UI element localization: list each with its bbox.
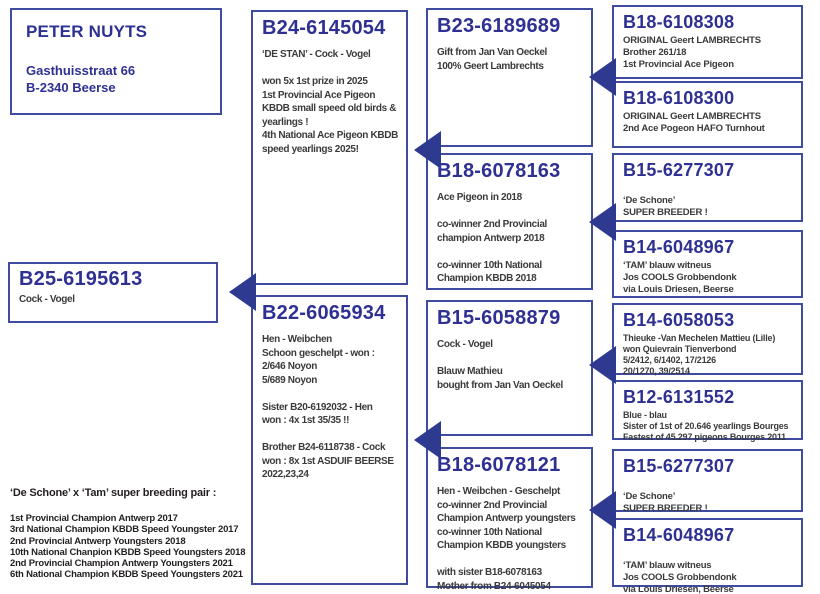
text-line: 5/2412, 6/1402, 17/2126 bbox=[623, 354, 716, 365]
text-line: Cock - Vogel bbox=[437, 339, 493, 350]
text-line: Hen - Weibchen bbox=[262, 334, 332, 345]
text-line: Brother 261/18 bbox=[623, 46, 687, 58]
ring-number: B18-6078121 bbox=[437, 454, 561, 476]
text-line: Sister of 1st of 20.646 yearlings Bourges bbox=[623, 420, 789, 431]
pedigree-box-subject-b25-6195613 bbox=[8, 262, 218, 323]
owner-address-city: B-2340 Beerse bbox=[26, 80, 116, 95]
box-details bbox=[623, 260, 797, 296]
arrow-parents-to-subject-icon bbox=[229, 273, 256, 311]
text-line: SUPER BREEDER ! bbox=[623, 206, 708, 218]
arrow-ggparents-to-b18-6078163-icon bbox=[589, 203, 616, 241]
text-line: co-winner 10th National bbox=[437, 259, 542, 271]
box-details bbox=[437, 338, 587, 392]
box-details bbox=[623, 35, 797, 71]
ring-number: B18-6108300 bbox=[623, 88, 735, 108]
text-line: 1st Provincial Champion Antwerp 2017 bbox=[10, 513, 178, 524]
pedigree-box-b18-6078163 bbox=[426, 153, 593, 290]
text-line: Hen - Weibchen - Geschelpt bbox=[437, 486, 560, 497]
box-details bbox=[437, 46, 587, 73]
text-line: won Quievrain Tienverbond bbox=[623, 343, 737, 354]
text-line: ‘De Schone’ bbox=[623, 490, 676, 502]
text-line: co-winner 2nd Provincial bbox=[437, 219, 547, 230]
text-line: Brother B24-6118738 - Cock bbox=[262, 442, 386, 453]
pedigree-box-b15-6058879 bbox=[426, 300, 593, 436]
text-line: 2022,23,24 bbox=[262, 469, 309, 480]
box-details bbox=[623, 479, 797, 515]
text-line bbox=[437, 553, 587, 567]
box-details bbox=[262, 48, 402, 156]
box-details bbox=[623, 410, 797, 443]
pedigree-box-b14-6058053 bbox=[612, 303, 803, 375]
box-details bbox=[623, 333, 797, 377]
text-line: Schoon geschelpt - won : bbox=[262, 347, 375, 359]
ring-number: B25-6195613 bbox=[19, 268, 143, 290]
arrow-grandparents-to-dam-icon bbox=[414, 421, 441, 459]
ring-number: B14-6058053 bbox=[623, 310, 735, 330]
text-line: Blauw Mathieu bbox=[437, 366, 503, 377]
ring-number: B14-6048967 bbox=[623, 237, 735, 257]
text-line: Jos COOLS Grobbendonk bbox=[623, 271, 737, 283]
arrow-ggparents-to-b18-6078121-icon bbox=[589, 491, 616, 529]
owner-name: PETER NUYTS bbox=[26, 22, 148, 41]
text-line: won : 8x 1st ASDUIF BEERSE bbox=[262, 455, 394, 467]
text-line: ‘TAM’ blauw witneus bbox=[623, 559, 712, 571]
pedigree-box-b12-6131552 bbox=[612, 380, 803, 440]
pedigree-box-dam-b22-6065934 bbox=[251, 295, 408, 585]
text-line: 6th National Champion KBDB Speed Youngsters 2021 bbox=[10, 569, 243, 581]
text-line: Jos COOLS Grobbendonk bbox=[623, 571, 737, 583]
text-line: Champion KBDB youngsters bbox=[437, 540, 566, 551]
ring-number: B15-6058879 bbox=[437, 307, 561, 329]
text-line: via Louis Driesen, Beerse bbox=[623, 583, 734, 594]
text-line bbox=[437, 352, 587, 366]
pedigree-box-b18-6078121 bbox=[426, 447, 593, 592]
text-line: 5/689 Noyon bbox=[262, 374, 318, 386]
text-line bbox=[623, 548, 797, 560]
pedigree-box-b14-6048967-top bbox=[612, 230, 803, 298]
ring-number: B18-6078163 bbox=[437, 160, 561, 182]
text-line: champion Antwerp 2018 bbox=[437, 232, 545, 244]
text-line: Mother from B24-6045054 bbox=[437, 580, 551, 592]
text-line: won : 4x 1st 35/35 !! bbox=[262, 415, 350, 426]
text-line bbox=[437, 205, 587, 219]
box-details bbox=[262, 333, 402, 482]
text-line: co-winner 10th National bbox=[437, 526, 542, 538]
text-line bbox=[262, 428, 402, 442]
ring-number: B18-6108308 bbox=[623, 12, 735, 32]
text-line: 2nd Ace Pogeon HAFO Turnhout bbox=[623, 122, 765, 134]
text-line: Champion KBDB 2018 bbox=[437, 273, 537, 284]
text-line: via Louis Driesen, Beerse bbox=[623, 283, 734, 295]
text-line: co-winner 2nd Provincial bbox=[437, 499, 547, 511]
text-line: 100% Geert Lambrechts bbox=[437, 60, 544, 72]
text-line: Ace Pigeon in 2018 bbox=[437, 192, 522, 203]
text-line: ORIGINAL Geert LAMBRECHTS bbox=[623, 34, 761, 46]
owner-address-street: Gasthuisstraat 66 bbox=[26, 63, 136, 78]
box-details bbox=[437, 485, 587, 593]
text-line: yearlings ! bbox=[262, 116, 309, 128]
text-line: 3rd National Champion KBDB Speed Youngster 2017 bbox=[10, 524, 239, 536]
text-line: speed yearlings 2025! bbox=[262, 143, 359, 155]
text-line: 2nd Provincial Champion Antwerp Youngsters 2021 bbox=[10, 558, 233, 570]
box-details bbox=[19, 293, 212, 307]
box-details bbox=[437, 191, 587, 286]
text-line: SUPER BREEDER ! bbox=[623, 502, 708, 514]
ring-number: B15-6277307 bbox=[623, 160, 735, 180]
text-line: Thieuke -Van Mechelen Mattieu (Lille) bbox=[623, 332, 776, 343]
text-line: with sister B18-6078163 bbox=[437, 567, 542, 578]
ring-number: B12-6131552 bbox=[623, 387, 735, 407]
text-line bbox=[262, 62, 402, 76]
pedigree-box-b18-6108300 bbox=[612, 81, 803, 148]
text-line: 2/646 Noyon bbox=[262, 361, 318, 372]
text-line: 20/1270, 39/2514 bbox=[623, 365, 690, 376]
ring-number: B24-6145054 bbox=[262, 17, 386, 39]
ring-number: B14-6048967 bbox=[623, 525, 735, 545]
pedigree-box-b15-6277307-bottom bbox=[612, 449, 803, 512]
text-line: 4th National Ace Pigeon KBDB bbox=[262, 130, 398, 141]
box-details bbox=[623, 111, 797, 135]
text-line: Blue - blau bbox=[623, 409, 667, 420]
text-line: Cock - Vogel bbox=[19, 294, 75, 305]
text-line: Gift from Jan Van Oeckel bbox=[437, 47, 547, 58]
text-line: ‘DE STAN’ - Cock - Vogel bbox=[262, 49, 371, 60]
pedigree-box-sire-b24-6145054 bbox=[251, 10, 408, 285]
pedigree-box-b14-6048967-bottom bbox=[612, 518, 803, 594]
ring-number: B15-6277307 bbox=[623, 456, 735, 476]
pedigree-box-b23-6189689 bbox=[426, 8, 593, 147]
text-line: 1st Provincial Ace Pigeon bbox=[623, 58, 734, 70]
text-line: 1st Provincial Ace Pigeon bbox=[262, 89, 376, 101]
text-line: won 5x 1st prize in 2025 bbox=[262, 76, 368, 87]
text-line: ‘De Schone’ bbox=[623, 194, 676, 206]
text-line: 2nd Provincial Antwerp Youngsters 2018 bbox=[10, 535, 186, 547]
text-line: 10th National Chanpion KBDB Speed Youngsters 2018 bbox=[10, 546, 246, 558]
text-line: KBDB small speed old birds & bbox=[262, 103, 397, 114]
text-line: bought from Jan Van Oeckel bbox=[437, 379, 563, 391]
pedigree-box-b15-6277307-top bbox=[612, 153, 803, 222]
arrow-ggparents-to-b15-6058879-icon bbox=[589, 346, 616, 384]
ring-number: B22-6065934 bbox=[262, 302, 386, 324]
text-line bbox=[262, 387, 402, 401]
note-title: ‘De Schone’ x ‘Tam’ super breeding pair : bbox=[10, 487, 217, 499]
ring-number: B23-6189689 bbox=[437, 15, 561, 37]
owner-box bbox=[10, 8, 222, 115]
text-line bbox=[623, 183, 797, 195]
text-line: ORIGINAL Geert LAMBRECHTS bbox=[623, 110, 761, 122]
arrow-grandparents-to-sire-icon bbox=[414, 131, 441, 169]
text-line: Sister B20-6192032 - Hen bbox=[262, 401, 373, 413]
text-line: ‘TAM’ blauw witneus bbox=[623, 259, 712, 271]
text-line: Fastest of 45.297 pigeons Bourges 2011 bbox=[623, 431, 786, 442]
pedigree-box-b18-6108308 bbox=[612, 5, 803, 79]
text-line bbox=[623, 479, 797, 491]
text-line: Champion Antwerp youngsters bbox=[437, 513, 576, 524]
arrow-ggparents-to-b23-icon bbox=[589, 58, 616, 96]
text-line bbox=[437, 245, 587, 259]
box-details bbox=[623, 183, 797, 219]
box-details bbox=[623, 548, 797, 594]
